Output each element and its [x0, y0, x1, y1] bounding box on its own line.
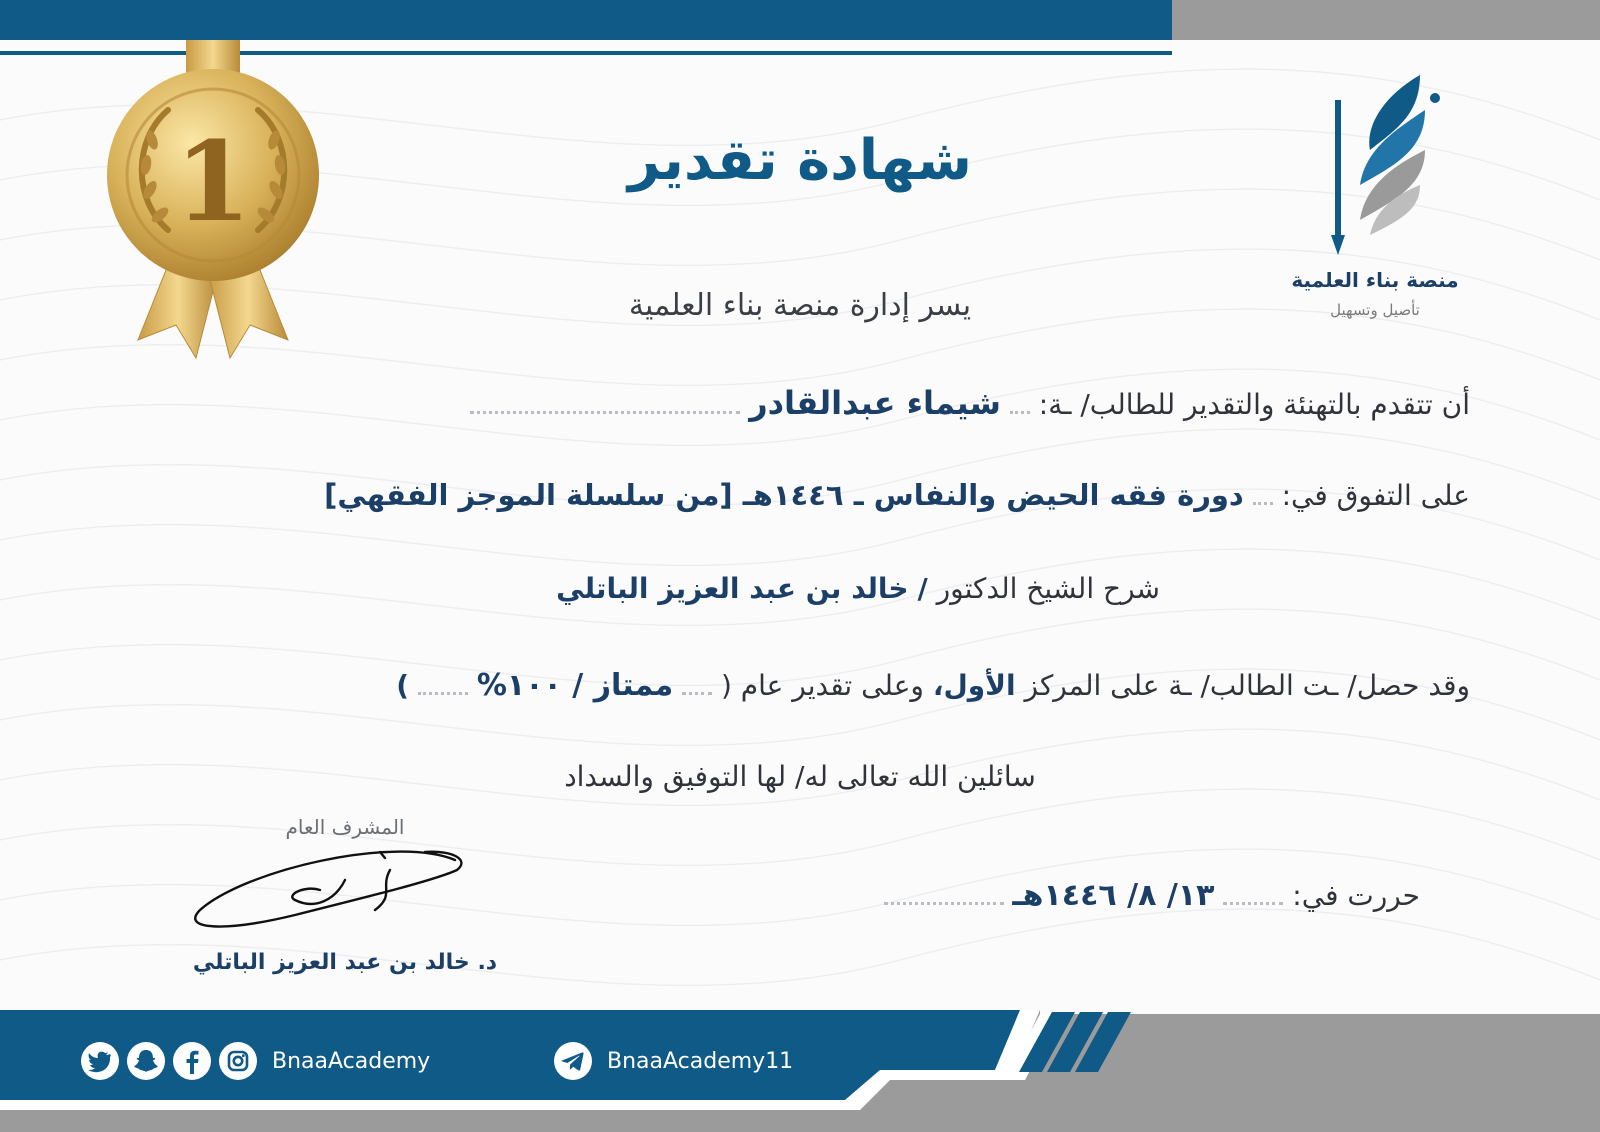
- course-prefix: على التفوق في:: [1281, 479, 1470, 512]
- congrats-line: [470, 384, 1470, 422]
- social-links: [80, 1041, 430, 1081]
- top-gray-bar: [1172, 0, 1600, 40]
- course-name: دورة فقه الحيض والنفاس ـ ١٤٤٦هـ [من سلسلة الموجز الفقهي]: [324, 478, 1244, 512]
- bnaa-logo-icon: [1325, 70, 1455, 265]
- congrats-prefix: أن تتقدم بالتهنئة والتقدير للطالب/ ـة:: [1038, 388, 1470, 421]
- date-line: [884, 878, 1420, 913]
- teacher-prefix: شرح الشيخ الدكتور: [936, 572, 1160, 605]
- closing-text: سائلين الله تعالى له/ لها التوفيق والسداد: [564, 760, 1036, 793]
- grade-prefix-a: وقد حصل/ ـت الطالب/ ـة على المركز: [1024, 669, 1470, 702]
- date-label: حررت في:: [1292, 879, 1420, 912]
- snapchat-icon[interactable]: [126, 1041, 166, 1081]
- supervisor-name: د. خالد بن عبد العزيز الباتلي: [192, 950, 498, 975]
- gold-medal-icon: [98, 40, 328, 370]
- supervisor-title: المشرف العام: [285, 815, 405, 839]
- date-value: ١٣/ ٨/ ١٤٤٦هـ: [1012, 878, 1215, 913]
- instagram-icon[interactable]: [218, 1041, 258, 1081]
- logo-tagline: تأصيل وتسهيل: [1330, 301, 1420, 319]
- rank-value: الأول،: [932, 669, 1016, 702]
- teacher-name: خالد بن عبد العزيز الباتلي: [556, 572, 909, 605]
- telegram-handle[interactable]: BnaaAcademy11: [607, 1048, 794, 1074]
- intro-text: يسر إدارة منصة بناء العلمية: [628, 288, 972, 323]
- twitter-icon[interactable]: [80, 1041, 120, 1081]
- social-handle[interactable]: BnaaAcademy: [272, 1048, 431, 1074]
- certificate-title: شهادة تقدير: [628, 128, 972, 193]
- grade-line: [396, 668, 1470, 703]
- logo-name: منصة بناء العلمية: [1291, 268, 1459, 292]
- grade-value: ممتاز / ١٠٠%: [476, 668, 674, 703]
- grade-close: ): [396, 669, 410, 702]
- teacher-separator: /: [917, 572, 928, 605]
- signature-image: [185, 840, 475, 950]
- top-blue-bar: [0, 0, 1172, 40]
- student-name: شيماء عبدالقادر: [749, 384, 1001, 422]
- telegram-icon[interactable]: [553, 1041, 593, 1081]
- grade-prefix-b: وعلى تقدير عام (: [720, 669, 924, 702]
- telegram-link: [553, 1041, 793, 1081]
- course-line: [324, 478, 1470, 512]
- medal-number: 1: [174, 117, 252, 246]
- facebook-icon[interactable]: [172, 1041, 212, 1081]
- teacher-line: [556, 572, 1160, 605]
